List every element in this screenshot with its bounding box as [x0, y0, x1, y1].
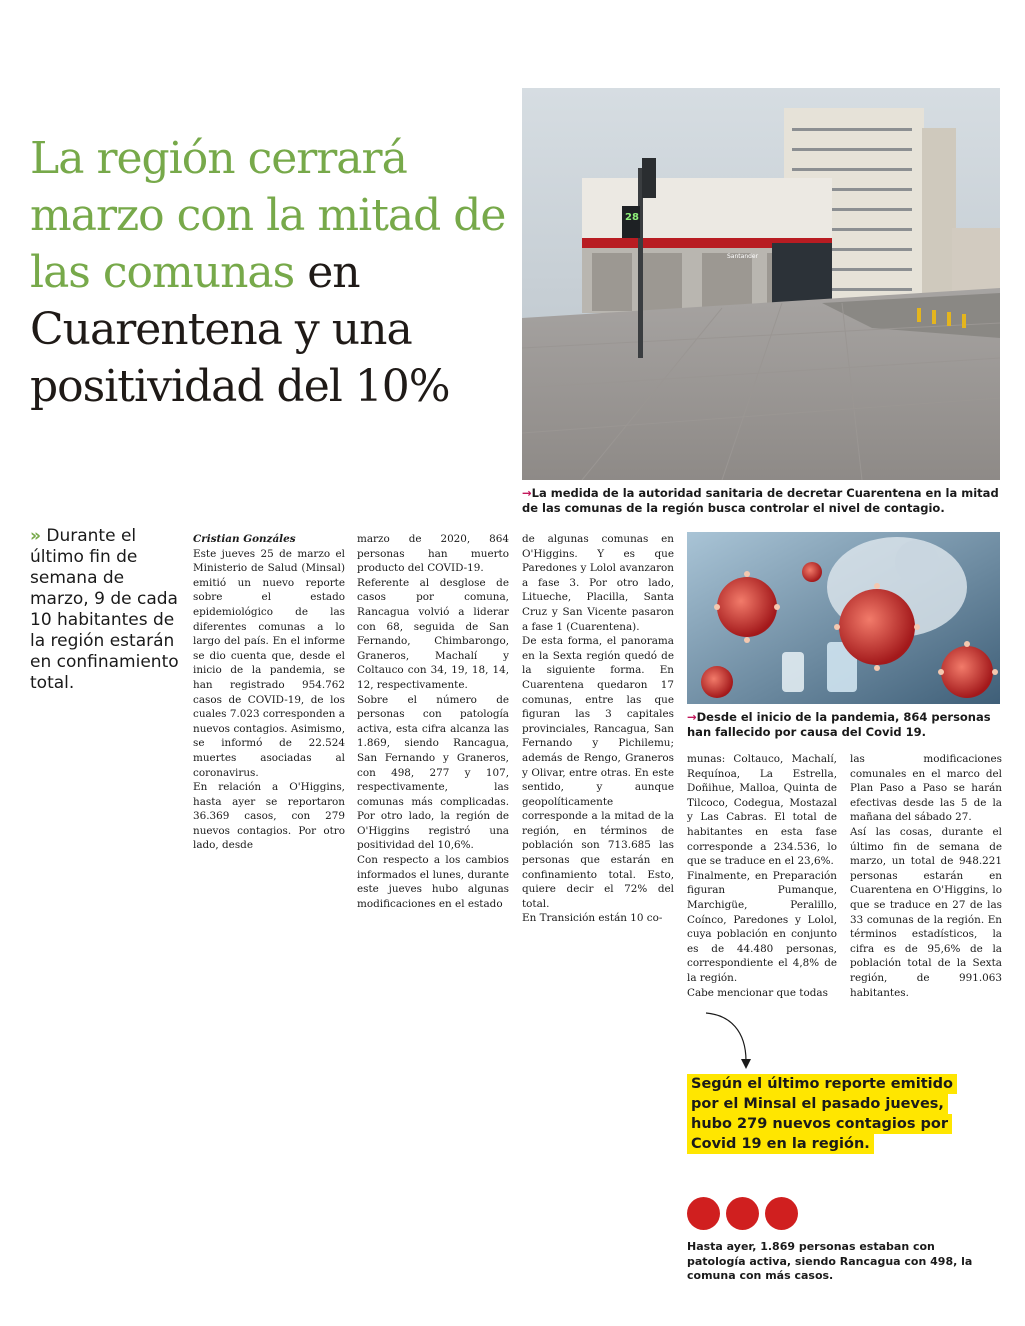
- headline-dark: en Cuarentena y una positividad del 10%: [30, 247, 450, 412]
- paragraph: De esta forma, el panorama en la Sexta región quedó de la siguiente forma. En Cuarentena quedaron 17 comunas, entre las que figuran las 3 capitales provinciales, Rancagua, San Fernando y Pichilemu; además de Rengo, Graneros y Olivar, entre otras. En este sentido, y aunque geopolíticamente corresponde a la mitad de la región, en términos de población son 713.685 las personas que estarán en confinamiento total. Esto, quiere decir el 72% del total.: [522, 635, 674, 910]
- article-column-2: [357, 532, 509, 911]
- headline: [30, 130, 510, 415]
- virus-photo-caption-text: Desde el inicio de la pandemia, 864 personas han fallecido por causa del Covid 19.: [687, 710, 991, 739]
- paragraph: Referente al desglose de casos por comuna, Rancagua volvió a liderar con 68, seguida de San Fernando, Chimbarongo, Graneros, Machalí y Coltauco con 34, 19, 18, 14, 12, respectivamente.: [357, 576, 509, 691]
- caption-arrow-icon: →: [522, 486, 532, 500]
- dots-decoration: [687, 1197, 807, 1231]
- paragraph: marzo de 2020, 864 personas han muerto producto del COVID-19.: [357, 533, 509, 575]
- street-photo-caption-text: La medida de la autoridad sanitaria de decretar Cuarentena en la mitad de las comunas de la región busca controlar el nivel de contagio.: [522, 486, 999, 515]
- paragraph: Así las cosas, durante el último fin de semana de marzo, un total de 948.221 personas estarán en Cuarentena en O'Higgins, lo que se traduce en 27 de las 33 comunas de la región. En términos estadísticos, la cifra es de 95,6% de la población total de la Sexta región, de 991.063 habitantes.: [850, 825, 1002, 999]
- paragraph: Finalmente, en Preparación figuran Pumanque, Marchigüe, Peralillo, Coínco, Paredones y Lolol, cuya población en conjunto es de 44.480 personas, correspondiente el 4,8% de la región.: [687, 869, 837, 984]
- paragraph: Cabe mencionar que todas: [687, 986, 828, 999]
- paragraph: Sobre el número de personas con patología activa, esta cifra alcanza las 1.869, siendo Rancagua, San Fernando y Graneros, con 498, 277 y 107, respectivamente, las comunas más complicadas. Por otro lado, la región de O'Higgins registró una positividad del 10,6%.: [357, 693, 509, 852]
- byline: Cristian Gonzáles: [193, 533, 296, 545]
- pedestrian-clock: 28: [625, 212, 639, 223]
- highlight-quote: [687, 1074, 972, 1154]
- article-column-5: [850, 752, 1002, 1000]
- article-column-3: [522, 532, 674, 926]
- highlight-quote-text: Según el último reporte emitido por el Minsal el pasado jueves, hubo 279 nuevos contagios por Covid 19 en la región.: [687, 1074, 957, 1154]
- curved-arrow-icon: [700, 1005, 770, 1071]
- caption-arrow-icon: →: [687, 710, 697, 724]
- red-dot-icon: [765, 1197, 798, 1230]
- paragraph: munas: Coltauco, Machalí, Requínoa, La Estrella, Doñihue, Malloa, Quinta de Tilcoco, Codegua, Mostazal y Las Cabras. El total de habitantes en esta fase corresponde a 234.536, lo que se traduce en el 23,6%.: [687, 753, 837, 868]
- street-photo-caption: [522, 486, 1002, 516]
- lede-marker-icon: »: [30, 526, 41, 546]
- red-dot-icon: [687, 1197, 720, 1230]
- bank-sign: Santander: [727, 253, 759, 260]
- paragraph: En relación a O'Higgins, hasta ayer se reportaron 36.369 casos, con 279 nuevos contagios. Por otro lado, desde: [193, 781, 345, 852]
- footnote-stat: Hasta ayer, 1.869 personas estaban con patología activa, siendo Rancagua con 498, la comuna con más casos.: [687, 1240, 973, 1282]
- virus-photo-caption: [687, 710, 1003, 740]
- paragraph: Este jueves 25 de marzo el Ministerio de Salud (Minsal) emitió un nuevo reporte sobre el estado epidemiológico de las diferentes comunas a lo largo del país. En el informe se dio cuenta que, desde el inicio de la pandemia, se han registrado 954.762 casos de COVID-19, de los cuales 7.023 corresponden a nuevos contagios. Asimismo, se informó de 22.524 muertes asociadas al coronavirus.: [193, 547, 345, 779]
- paragraph: En Transición están 10 co-: [522, 912, 663, 925]
- virus-lab-photo: [687, 532, 1000, 704]
- paragraph: de algunas comunas en O'Higgins. Y es que Paredones y Lolol avanzaron a fase 3. Por otro lado, Litueche, Placilla, Santa Cruz y San Vicente pasaron a fase 1 (Cuarentena).: [522, 533, 674, 633]
- article-column-1: [193, 532, 345, 853]
- lede: [30, 526, 180, 694]
- paragraph: Con respecto a los cambios informados el lunes, durante este jueves hubo algunas modificaciones en el estado: [357, 854, 509, 910]
- street-photo: [522, 88, 1000, 480]
- article-column-4: [687, 752, 837, 1000]
- paragraph: las modificaciones comunales en el marco del Plan Paso a Paso se harán efectivas desde las 5 de la mañana del sábado 27.: [850, 753, 1002, 824]
- headline-green: La región cerrará marzo con la mitad de las comunas: [30, 133, 506, 298]
- lede-text: Durante el último fin de semana de marzo, 9 de cada 10 habitantes de la región estarán en confinamiento total.: [30, 526, 179, 693]
- red-dot-icon: [726, 1197, 759, 1230]
